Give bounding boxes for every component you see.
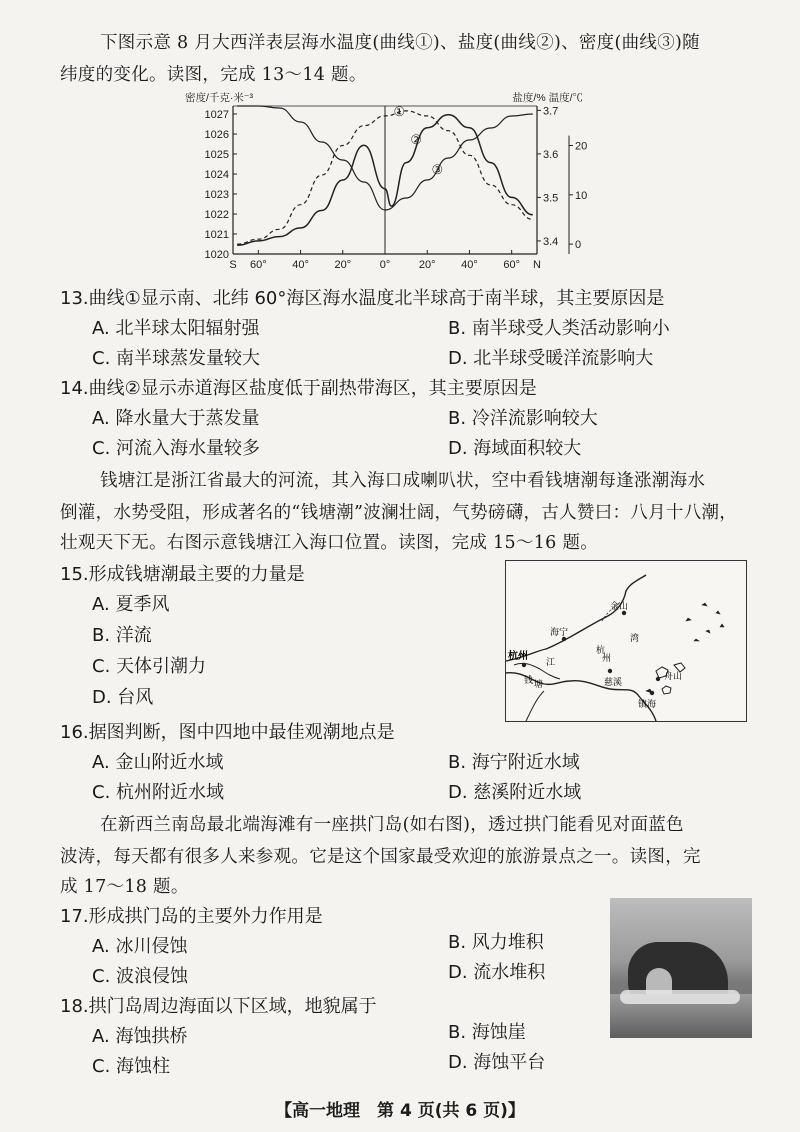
q18-option-c[interactable]: C. 海蚀柱 xyxy=(92,1056,171,1077)
q18-stem: 18.拱门岛周边海面以下区域，地貌属于 xyxy=(60,996,377,1017)
map-label-jinshan: 金山 xyxy=(610,601,629,611)
intro-17-18-line3: 成 17～18 题。 xyxy=(60,877,189,897)
intro-13-14-line2: 纬度的变化。读图，完成 13～14 题。 xyxy=(60,65,367,85)
q18-option-d[interactable]: D. 海蚀平台 xyxy=(448,1052,546,1073)
q18-option-b[interactable]: B. 海蚀崖 xyxy=(448,1022,526,1043)
q15-option-a[interactable]: A. 夏季风 xyxy=(92,594,170,615)
q17-option-c[interactable]: C. 波浪侵蚀 xyxy=(92,966,189,987)
map-label-haining: 海宁 xyxy=(550,627,569,637)
map-label-zhou: 州 xyxy=(602,653,612,663)
map-label-hang: 杭 xyxy=(596,645,606,655)
density-tick-label: 1022 xyxy=(204,209,229,221)
map-label-cixi: 慈溪 xyxy=(604,677,623,687)
q15-stem: 15.形成钱塘潮最主要的力量是 xyxy=(60,564,305,585)
x-tick-label: 20° xyxy=(418,259,436,271)
q17-option-d[interactable]: D. 流水堆积 xyxy=(448,962,546,983)
q17-stem: 17.形成拱门岛的主要外力作用是 xyxy=(60,906,323,927)
q14-option-a[interactable]: A. 降水量大于蒸发量 xyxy=(92,408,260,429)
temperature-tick-label: 0 xyxy=(575,239,582,252)
temperature-tick-label: 10 xyxy=(575,189,588,202)
salinity-tick-label: 3.4 xyxy=(543,235,559,248)
intro-17-18-line1: 在新西兰南岛最北端海滩有一座拱门岛(如右图)，透过拱门能看见对面蓝色 xyxy=(100,815,684,835)
q14-option-d[interactable]: D. 海域面积较大 xyxy=(448,438,582,459)
q13-option-d[interactable]: D. 北半球受暖洋流影响大 xyxy=(448,348,654,369)
x-tick-label: 40° xyxy=(292,259,309,271)
q15-option-d[interactable]: D. 台风 xyxy=(92,687,154,708)
q15-option-b[interactable]: B. 洋流 xyxy=(92,625,152,646)
q18-option-a[interactable]: A. 海蚀拱桥 xyxy=(92,1026,188,1047)
map-label-tang: 塘 xyxy=(534,679,544,689)
density-tick-label: 1023 xyxy=(204,189,229,201)
intro-15-16-line1: 钱塘江是浙江省最大的河流，其入海口成喇叭状，空中看钱塘潮每逢涨潮海水 xyxy=(100,471,706,491)
q16-option-a[interactable]: A. 金山附近水域 xyxy=(92,752,224,773)
x-tick-label: S xyxy=(229,259,237,271)
curve-marker-2: ② xyxy=(410,132,422,147)
x-tick-label: 20° xyxy=(334,259,352,271)
x-tick-label: 0° xyxy=(379,259,391,271)
map-svg xyxy=(506,561,746,721)
x-tick-label: 60° xyxy=(250,259,267,271)
q16-stem: 16.据图判断，图中四地中最佳观潮地点是 xyxy=(60,722,395,743)
q13-option-b[interactable]: B. 南半球受人类活动影响小 xyxy=(448,318,670,339)
intro-15-16-line3: 壮观天下无。右图示意钱塘江入海口位置。读图，完成 15～16 题。 xyxy=(60,533,599,553)
q16-option-b[interactable]: B. 海宁附近水域 xyxy=(448,752,580,773)
x-tick-label: 60° xyxy=(503,259,520,271)
left-axis-title: 密度/千克·米⁻³ xyxy=(185,92,253,104)
map-label-wan: 湾 xyxy=(630,633,640,643)
q14-option-c[interactable]: C. 河流入海水量较多 xyxy=(92,438,261,459)
salinity-tick-label: 3.5 xyxy=(543,192,559,205)
density-tick-label: 1025 xyxy=(204,149,229,161)
q16-option-d[interactable]: D. 慈溪附近水域 xyxy=(448,782,582,803)
q17-option-a[interactable]: A. 冰川侵蚀 xyxy=(92,936,188,957)
q14-option-b[interactable]: B. 冷洋流影响较大 xyxy=(448,408,598,429)
temperature-tick-label: 20 xyxy=(575,140,588,153)
intro-13-14-line1: 下图示意 8 月大西洋表层海水温度(曲线①)、盐度(曲线②)、密度(曲线③)随 xyxy=(100,33,700,53)
map-label-zhoushan: 舟山 xyxy=(664,671,683,681)
photo-foam xyxy=(620,990,740,1004)
q13-option-c[interactable]: C. 南半球蒸发量较大 xyxy=(92,348,261,369)
x-tick-label: N xyxy=(533,259,541,271)
intro-15-16-line2: 倒灌，水势受阻，形成著名的“钱塘潮”波澜壮阔，气势磅礴，古人赞曰：八月十八潮， xyxy=(60,503,738,523)
right-axis-title: 盐度/% 温度/℃ xyxy=(512,92,583,104)
page-footer: 【高一地理 第 4 页(共 6 页)】 xyxy=(275,1101,525,1121)
curve-marker-1: ① xyxy=(393,104,406,119)
q17-option-b[interactable]: B. 风力堆积 xyxy=(448,932,544,953)
salinity-tick-label: 3.6 xyxy=(543,148,559,161)
q13-stem: 13.曲线①显示南、北纬 60°海区海水温度北半球高于南半球，其主要原因是 xyxy=(60,288,665,309)
q16-option-c[interactable]: C. 杭州附近水域 xyxy=(92,782,225,803)
q13-option-a[interactable]: A. 北半球太阳辐射强 xyxy=(92,318,260,339)
x-tick-label: 40° xyxy=(461,259,478,271)
density-tick-label: 1027 xyxy=(204,109,229,121)
curve-marker-3: ③ xyxy=(431,162,444,177)
ocean-properties-chart xyxy=(185,92,588,282)
salinity-tick-label: 3.7 xyxy=(543,105,559,118)
qiantang-estuary-map xyxy=(505,560,747,722)
density-tick-label: 1020 xyxy=(204,249,229,261)
arch-island-photo xyxy=(610,898,752,1038)
map-label-zhenhai: 镇海 xyxy=(638,699,657,709)
q15-option-c[interactable]: C. 天体引潮力 xyxy=(92,656,207,677)
intro-17-18-line2: 波涛，每天都有很多人来参观。它是这个国家最受欢迎的旅游景点之一。读图，完 xyxy=(60,847,701,867)
density-tick-label: 1024 xyxy=(204,169,229,181)
density-tick-label: 1026 xyxy=(204,129,229,141)
density-tick-label: 1021 xyxy=(204,229,229,241)
q14-stem: 14.曲线②显示赤道海区盐度低于副热带海区，其主要原因是 xyxy=(60,378,537,399)
map-label-jiang: 江 xyxy=(546,657,556,667)
map-label-hangzhou: 杭州 xyxy=(508,651,528,662)
chart-svg xyxy=(185,92,588,282)
map-label-qian: 钱 xyxy=(524,675,534,685)
